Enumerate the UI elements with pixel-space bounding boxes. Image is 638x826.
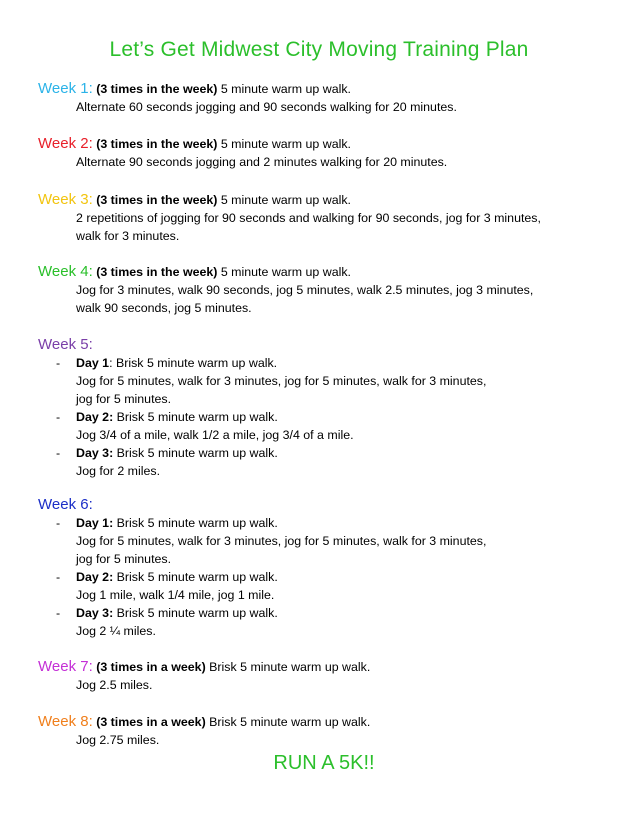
day-line: jog for 5 minutes. [76, 392, 172, 406]
week-7-section [38, 658, 618, 694]
day-line: Jog 1 mile, walk 1/4 mile, jog 1 mile. [76, 588, 275, 602]
bullet-dash: - [56, 606, 61, 620]
week-3-section [38, 191, 618, 245]
week-5-day-3 [38, 444, 618, 480]
day-line: Jog for 5 minutes, walk for 3 minutes, jog for 5 minutes, walk for 3 minutes, [76, 534, 487, 548]
day-line: Jog 2 ¼ miles. [76, 624, 156, 638]
week-2-label: Week 2: [38, 135, 93, 152]
bullet-dash: - [56, 446, 61, 460]
week-6-day-3 [38, 604, 618, 640]
day-label: Day 2: [76, 570, 114, 584]
week-1-warmup: 5 minute warm up walk. [217, 82, 351, 96]
day-label: Day 1: [76, 516, 114, 530]
week-5-label: Week 5: [38, 336, 93, 353]
week-7-warmup: Brisk 5 minute warm up walk. [205, 660, 371, 674]
week-4-label: Week 4: [38, 263, 93, 280]
day-warmup: Brisk 5 minute warm up walk. [116, 570, 278, 584]
week-2-frequency: (3 times in the week) [96, 137, 218, 151]
week-4-line: walk 90 seconds, jog 5 minutes. [76, 301, 252, 315]
week-1-frequency: (3 times in the week) [96, 82, 218, 96]
week-1-label: Week 1: [38, 80, 93, 97]
week-8-warmup: Brisk 5 minute warm up walk. [205, 715, 371, 729]
week-4-section [38, 263, 618, 317]
week-5-day-1 [38, 354, 618, 408]
week-1-line: Alternate 60 seconds jogging and 90 seconds walking for 20 minutes. [76, 100, 457, 114]
bullet-dash: - [56, 356, 61, 370]
week-7-label: Week 7: [38, 658, 93, 675]
week-6-section [38, 496, 618, 640]
week-1-section [38, 80, 618, 116]
day-warmup: Brisk 5 minute warm up walk. [116, 410, 278, 424]
week-3-warmup: 5 minute warm up walk. [217, 193, 351, 207]
run-5k-banner: RUN A 5K!! [273, 752, 375, 774]
week-3-line: 2 repetitions of jogging for 90 seconds and walking for 90 seconds, jog for 3 minutes, [76, 211, 541, 225]
week-8-line: Jog 2.75 miles. [76, 733, 160, 747]
day-label: Day 3: [76, 606, 114, 620]
day-line: Jog for 5 minutes, walk for 3 minutes, jog for 5 minutes, walk for 3 minutes, [76, 374, 487, 388]
week-2-line: Alternate 90 seconds jogging and 2 minutes walking for 20 minutes. [76, 155, 448, 169]
day-line: jog for 5 minutes. [76, 552, 172, 566]
day-line: Jog for 2 miles. [76, 464, 161, 478]
day-label: Day 2: [76, 410, 114, 424]
week-2-section [38, 135, 618, 171]
day-warmup: Brisk 5 minute warm up walk. [116, 606, 278, 620]
week-2-warmup: 5 minute warm up walk. [217, 137, 351, 151]
week-6-label: Week 6: [38, 496, 93, 513]
week-4-warmup: 5 minute warm up walk. [217, 265, 351, 279]
bullet-dash: - [56, 570, 61, 584]
week-8-frequency: (3 times in a week) [96, 715, 206, 729]
week-8-label: Week 8: [38, 713, 93, 730]
day-warmup: Brisk 5 minute warm up walk. [116, 516, 278, 530]
day-line: Jog 3/4 of a mile, walk 1/2 a mile, jog 3/4 of a mile. [76, 428, 354, 442]
week-4-frequency: (3 times in the week) [96, 265, 218, 279]
day-warmup: Brisk 5 minute warm up walk. [116, 446, 278, 460]
bullet-dash: - [56, 516, 61, 530]
week-5-section [38, 336, 618, 480]
week-6-day-1 [38, 514, 618, 568]
week-3-frequency: (3 times in the week) [96, 193, 218, 207]
week-4-line: Jog for 3 minutes, walk 90 seconds, jog 5 minutes, walk 2.5 minutes, jog 3 minutes, [76, 283, 534, 297]
bullet-dash: - [56, 410, 61, 424]
week-3-line: walk for 3 minutes. [76, 229, 180, 243]
day-label: Day 3: [76, 446, 114, 460]
week-7-line: Jog 2.5 miles. [76, 678, 153, 692]
week-5-day-2 [38, 408, 618, 444]
week-3-label: Week 3: [38, 191, 93, 208]
day-label: Day 1 [76, 356, 110, 370]
week-6-day-2 [38, 568, 618, 604]
week-7-frequency: (3 times in a week) [96, 660, 206, 674]
day-separator: : [109, 356, 116, 370]
day-warmup: Brisk 5 minute warm up walk. [115, 356, 278, 370]
week-8-section [38, 713, 618, 749]
page-title: Let’s Get Midwest City Moving Training Plan [109, 38, 529, 61]
